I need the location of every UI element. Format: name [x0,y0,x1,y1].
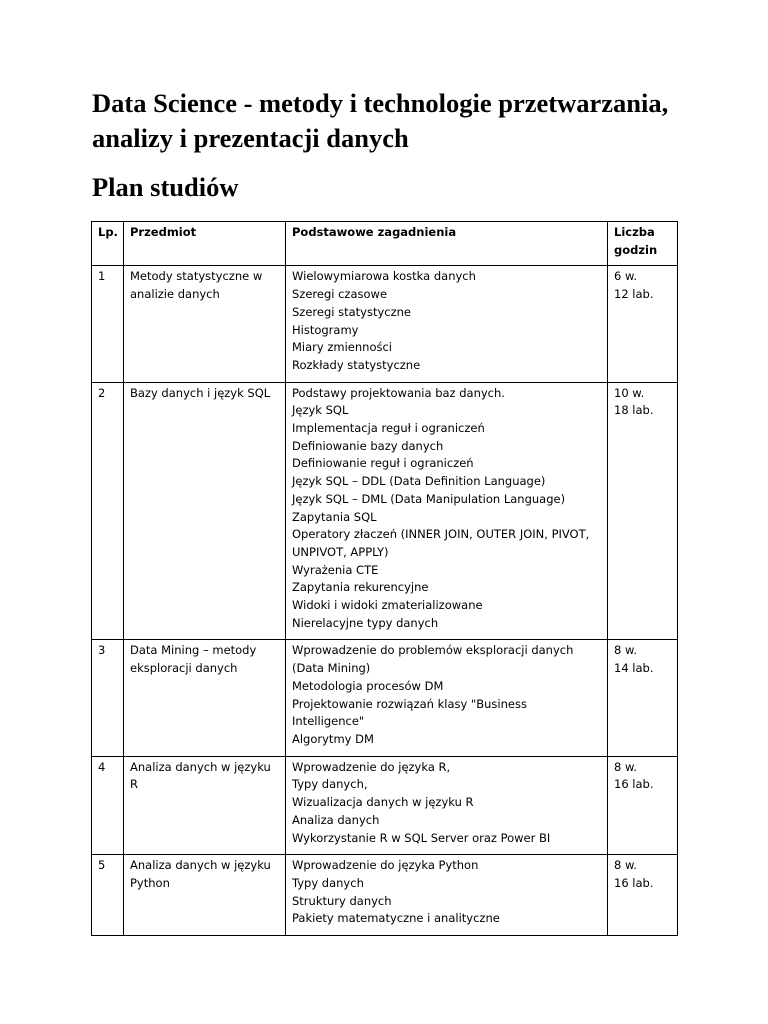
lab-hours: 16 lab. [614,777,654,792]
table-row [92,855,678,936]
topics-cell [286,382,608,640]
topic-item: Zapytania rekurencyjne [292,580,429,595]
topic-item: Operatory złaczeń (INNER JOIN, OUTER JOIN, PIVOT, UNPIVOT, APPLY) [292,527,590,559]
subject-name: Data Mining – metody eksploracji danych [124,640,286,756]
table-header-row [92,222,678,266]
topic-item: Nierelacyjne typy danych [292,615,439,630]
lab-hours: 12 lab. [614,287,654,302]
document-title: Data Science - metody i technologie przetwarzania, analizy i prezentacji danych [92,88,669,153]
topic-item: Szeregi statystyczne [292,304,412,319]
topic-item: Metodologia procesów DM [292,678,444,693]
row-number: 5 [92,855,124,936]
study-plan-table [91,221,678,936]
topic-item: Wizualizacja danych w języku R [292,795,474,810]
topic-item: Pakiety matematyczne i analityczne [292,911,500,926]
topic-item: Wielowymiarowa kostka danych [292,269,476,284]
hours-cell [608,640,678,756]
topic-item: Wprowadzenie do języka Python [292,858,479,873]
topic-item: Wprowadzenie do języka R, [292,759,451,774]
topic-item: Wyrażenia CTE [292,562,379,577]
table-row [92,640,678,756]
header-lp: Lp. [92,222,124,266]
hours-cell [608,266,678,382]
hours-cell [608,855,678,936]
document-subtitle: Plan studiów [92,172,239,202]
topic-item: Zapytania SQL [292,509,377,524]
topics-cell [286,855,608,936]
table-body [92,266,678,936]
row-number: 2 [92,382,124,640]
topic-item: Język SQL [292,403,349,418]
table-row [92,756,678,855]
topic-item: Projektowanie rozwiązań klasy "Business Intelligence" [292,696,527,729]
topic-item: Widoki i widoki zmaterializowane [292,598,483,613]
lecture-hours: 8 w. [614,858,637,873]
table-row [92,382,678,640]
topics-cell [286,640,608,756]
topic-item: Struktury danych [292,893,392,908]
subject-name: Bazy danych i język SQL [124,382,286,640]
topic-item: Typy danych, [292,777,368,792]
subject-name: Analiza danych w języku Python [124,855,286,936]
topic-item: Język SQL – DML (Data Manipulation Language) [292,491,566,506]
topic-item: Histogramy [292,322,359,337]
hours-cell [608,382,678,640]
lecture-hours: 10 w. [614,385,645,400]
topics-cell [286,756,608,855]
lab-hours: 18 lab. [614,403,654,418]
lab-hours: 14 lab. [614,661,654,676]
topic-item: Definiowanie bazy danych [292,438,444,453]
topic-item: Wprowadzenie do problemów eksploracji danych (Data Mining) [292,643,574,676]
lecture-hours: 6 w. [614,269,637,284]
subject-name: Analiza danych w języku R [124,756,286,855]
topics-cell [286,266,608,382]
topic-item: Podstawy projektowania baz danych. [292,385,505,400]
row-number: 3 [92,640,124,756]
topic-item: Algorytmy DM [292,731,374,746]
hours-cell [608,756,678,855]
table-row [92,266,678,382]
topic-item: Język SQL – DDL (Data Definition Language) [292,474,546,489]
topic-item: Rozkłady statystyczne [292,357,421,372]
subject-name: Metody statystyczne w analizie danych [124,266,286,382]
header-hours: Liczba godzin [608,222,678,266]
header-topics: Podstawowe zagadnienia [286,222,608,266]
lecture-hours: 8 w. [614,643,637,658]
header-subject: Przedmiot [124,222,286,266]
topic-item: Szeregi czasowe [292,287,388,302]
topic-item: Miary zmienności [292,340,392,355]
topic-item: Wykorzystanie R w SQL Server oraz Power BI [292,830,551,845]
topic-item: Implementacja reguł i ograniczeń [292,421,485,436]
topic-item: Typy danych [292,875,364,890]
lecture-hours: 8 w. [614,759,637,774]
topic-item: Definiowanie reguł i ograniczeń [292,456,474,471]
lab-hours: 16 lab. [614,875,654,890]
topic-item: Analiza danych [292,812,380,827]
row-number: 4 [92,756,124,855]
row-number: 1 [92,266,124,382]
